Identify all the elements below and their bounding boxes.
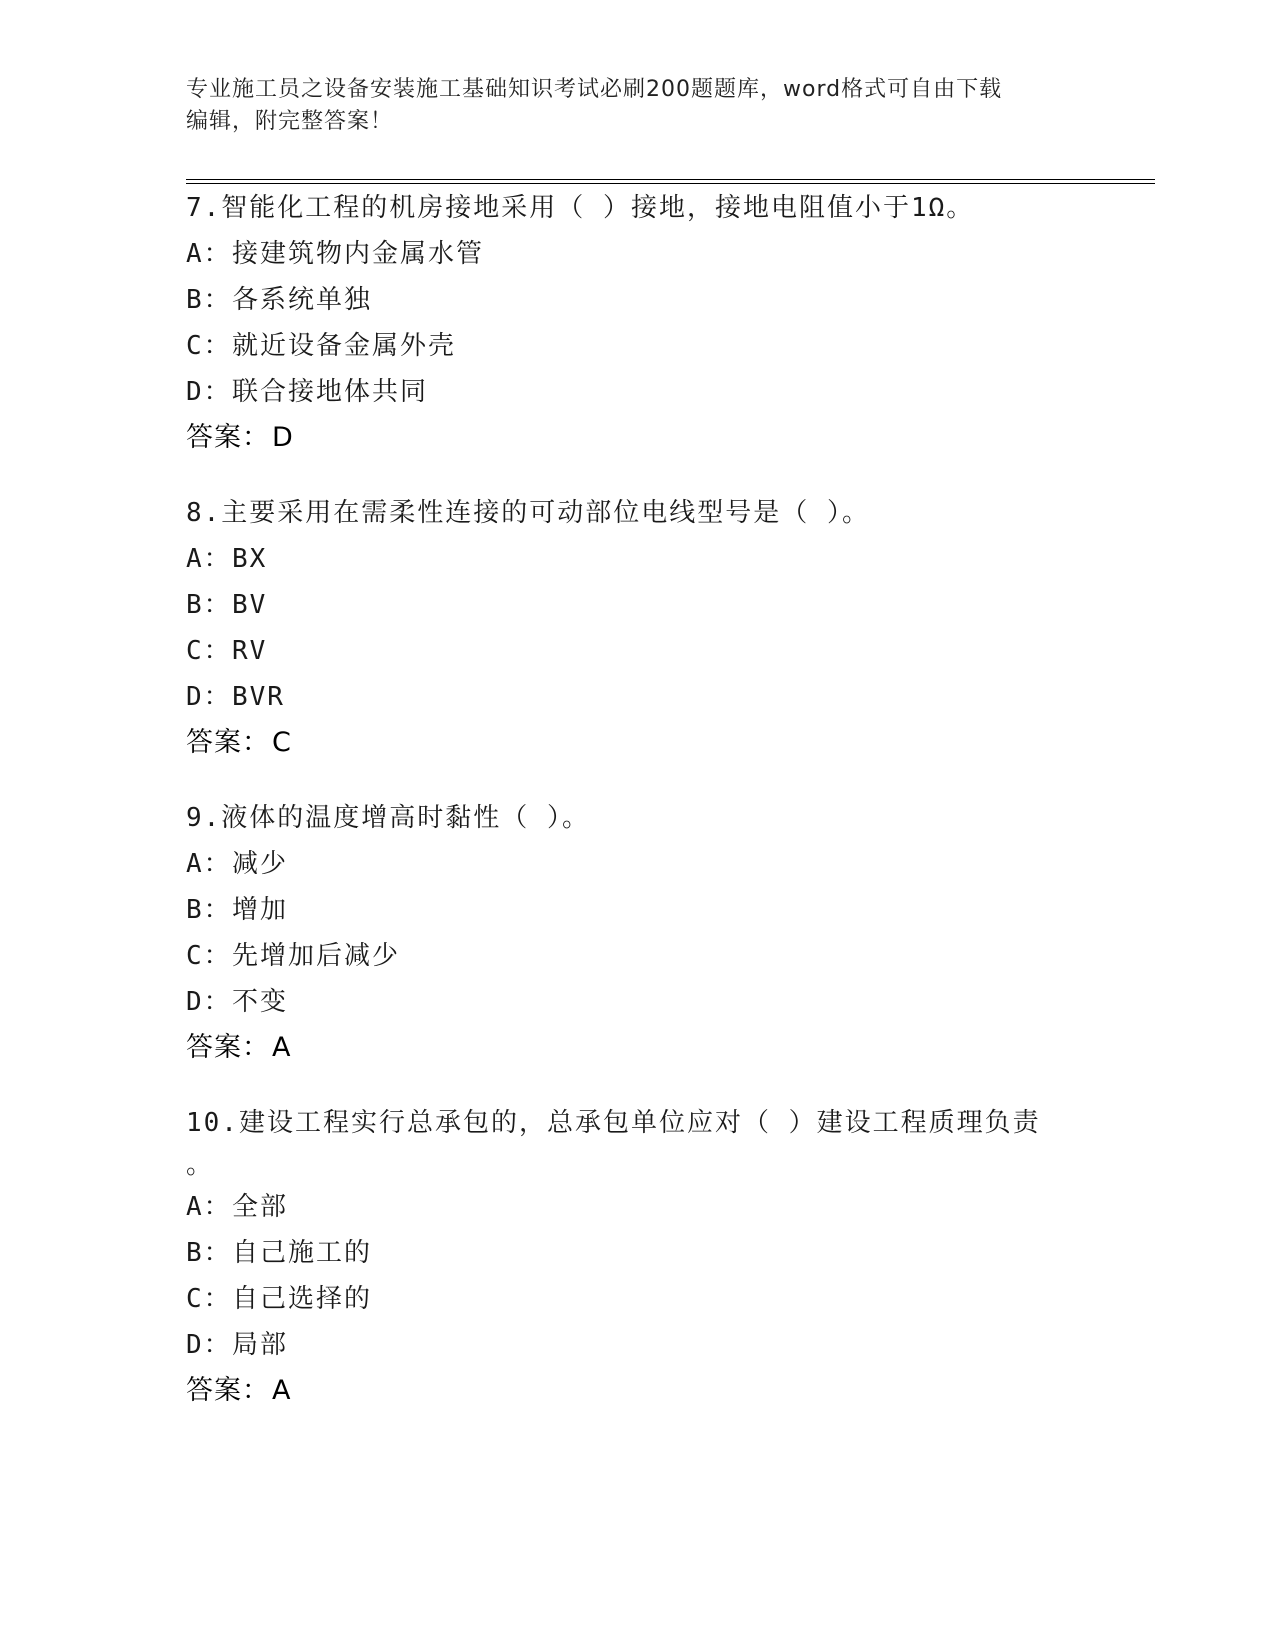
option-text: BV <box>232 590 268 620</box>
answer-label: 答案： <box>186 1032 270 1063</box>
option-key: D： <box>186 987 232 1017</box>
option-a <box>186 1184 1086 1230</box>
question-stem: 7.智能化工程的机房接地采用（ ）接地，接地电阻值小于1Ω。 <box>186 193 975 223</box>
option-text: BX <box>232 544 268 574</box>
option-d <box>186 1322 1086 1368</box>
option-text: 增加 <box>232 895 289 925</box>
answer-label: 答案： <box>186 422 270 453</box>
option-a <box>186 231 1086 277</box>
option-key: A： <box>186 849 232 879</box>
answer-line <box>186 1368 1086 1414</box>
answer-label: 答案： <box>186 727 270 758</box>
option-b <box>186 582 1086 628</box>
answer-value: A <box>272 1375 292 1406</box>
option-text: 自己施工的 <box>232 1238 373 1268</box>
header-divider-top <box>186 179 1155 180</box>
option-key: D： <box>186 1330 232 1360</box>
question-7 <box>186 185 1086 461</box>
option-c <box>186 323 1086 369</box>
option-text: BVR <box>232 682 285 712</box>
option-key: C： <box>186 1284 232 1314</box>
option-text: 先增加后减少 <box>232 941 401 971</box>
option-text: 不变 <box>232 987 289 1017</box>
option-text: RV <box>232 636 268 666</box>
question-stem: 9.液体的温度增高时黏性（ ）。 <box>186 803 590 833</box>
option-text: 各系统单独 <box>232 285 373 315</box>
document-header <box>186 74 1066 138</box>
option-text: 自己选择的 <box>232 1284 373 1314</box>
option-key: C： <box>186 331 232 361</box>
option-key: A： <box>186 239 232 269</box>
option-d <box>186 979 1086 1025</box>
answer-value: D <box>272 422 294 453</box>
option-b <box>186 887 1086 933</box>
option-key: B： <box>186 285 232 315</box>
option-b <box>186 1230 1086 1276</box>
option-text: 减少 <box>232 849 289 879</box>
question-9 <box>186 795 1086 1071</box>
option-d <box>186 674 1086 720</box>
header-line-1: 专业施工员之设备安装施工基础知识考试必刷200题题库，word格式可自由下载 <box>186 77 1003 102</box>
answer-line <box>186 415 1086 461</box>
option-c <box>186 933 1086 979</box>
question-stem-continuation: 。 <box>186 1150 215 1180</box>
question-8 <box>186 490 1086 766</box>
option-text: 就近设备金属外壳 <box>232 331 457 361</box>
option-c <box>186 628 1086 674</box>
option-a <box>186 841 1086 887</box>
option-key: A： <box>186 544 232 574</box>
option-key: B： <box>186 590 232 620</box>
question-10 <box>186 1100 1086 1414</box>
option-c <box>186 1276 1086 1322</box>
answer-label: 答案： <box>186 1375 270 1406</box>
option-key: C： <box>186 941 232 971</box>
header-line-2: 编辑，附完整答案！ <box>186 109 394 134</box>
option-key: C： <box>186 636 232 666</box>
question-stem: 10.建设工程实行总承包的，总承包单位应对（ ）建设工程质理负责 <box>186 1108 1041 1138</box>
option-text: 联合接地体共同 <box>232 377 429 407</box>
option-d <box>186 369 1086 415</box>
option-key: D： <box>186 377 232 407</box>
option-key: B： <box>186 895 232 925</box>
option-a <box>186 536 1086 582</box>
option-text: 全部 <box>232 1192 289 1222</box>
answer-value: C <box>272 727 292 758</box>
question-stem: 8.主要采用在需柔性连接的可动部位电线型号是（ ）。 <box>186 498 870 528</box>
header-divider-bottom <box>186 183 1155 184</box>
option-key: A： <box>186 1192 232 1222</box>
option-text: 接建筑物内金属水管 <box>232 239 485 269</box>
option-b <box>186 277 1086 323</box>
option-key: B： <box>186 1238 232 1268</box>
answer-line <box>186 720 1086 766</box>
option-key: D： <box>186 682 232 712</box>
answer-value: A <box>272 1032 292 1063</box>
option-text: 局部 <box>232 1330 289 1360</box>
answer-line <box>186 1025 1086 1071</box>
